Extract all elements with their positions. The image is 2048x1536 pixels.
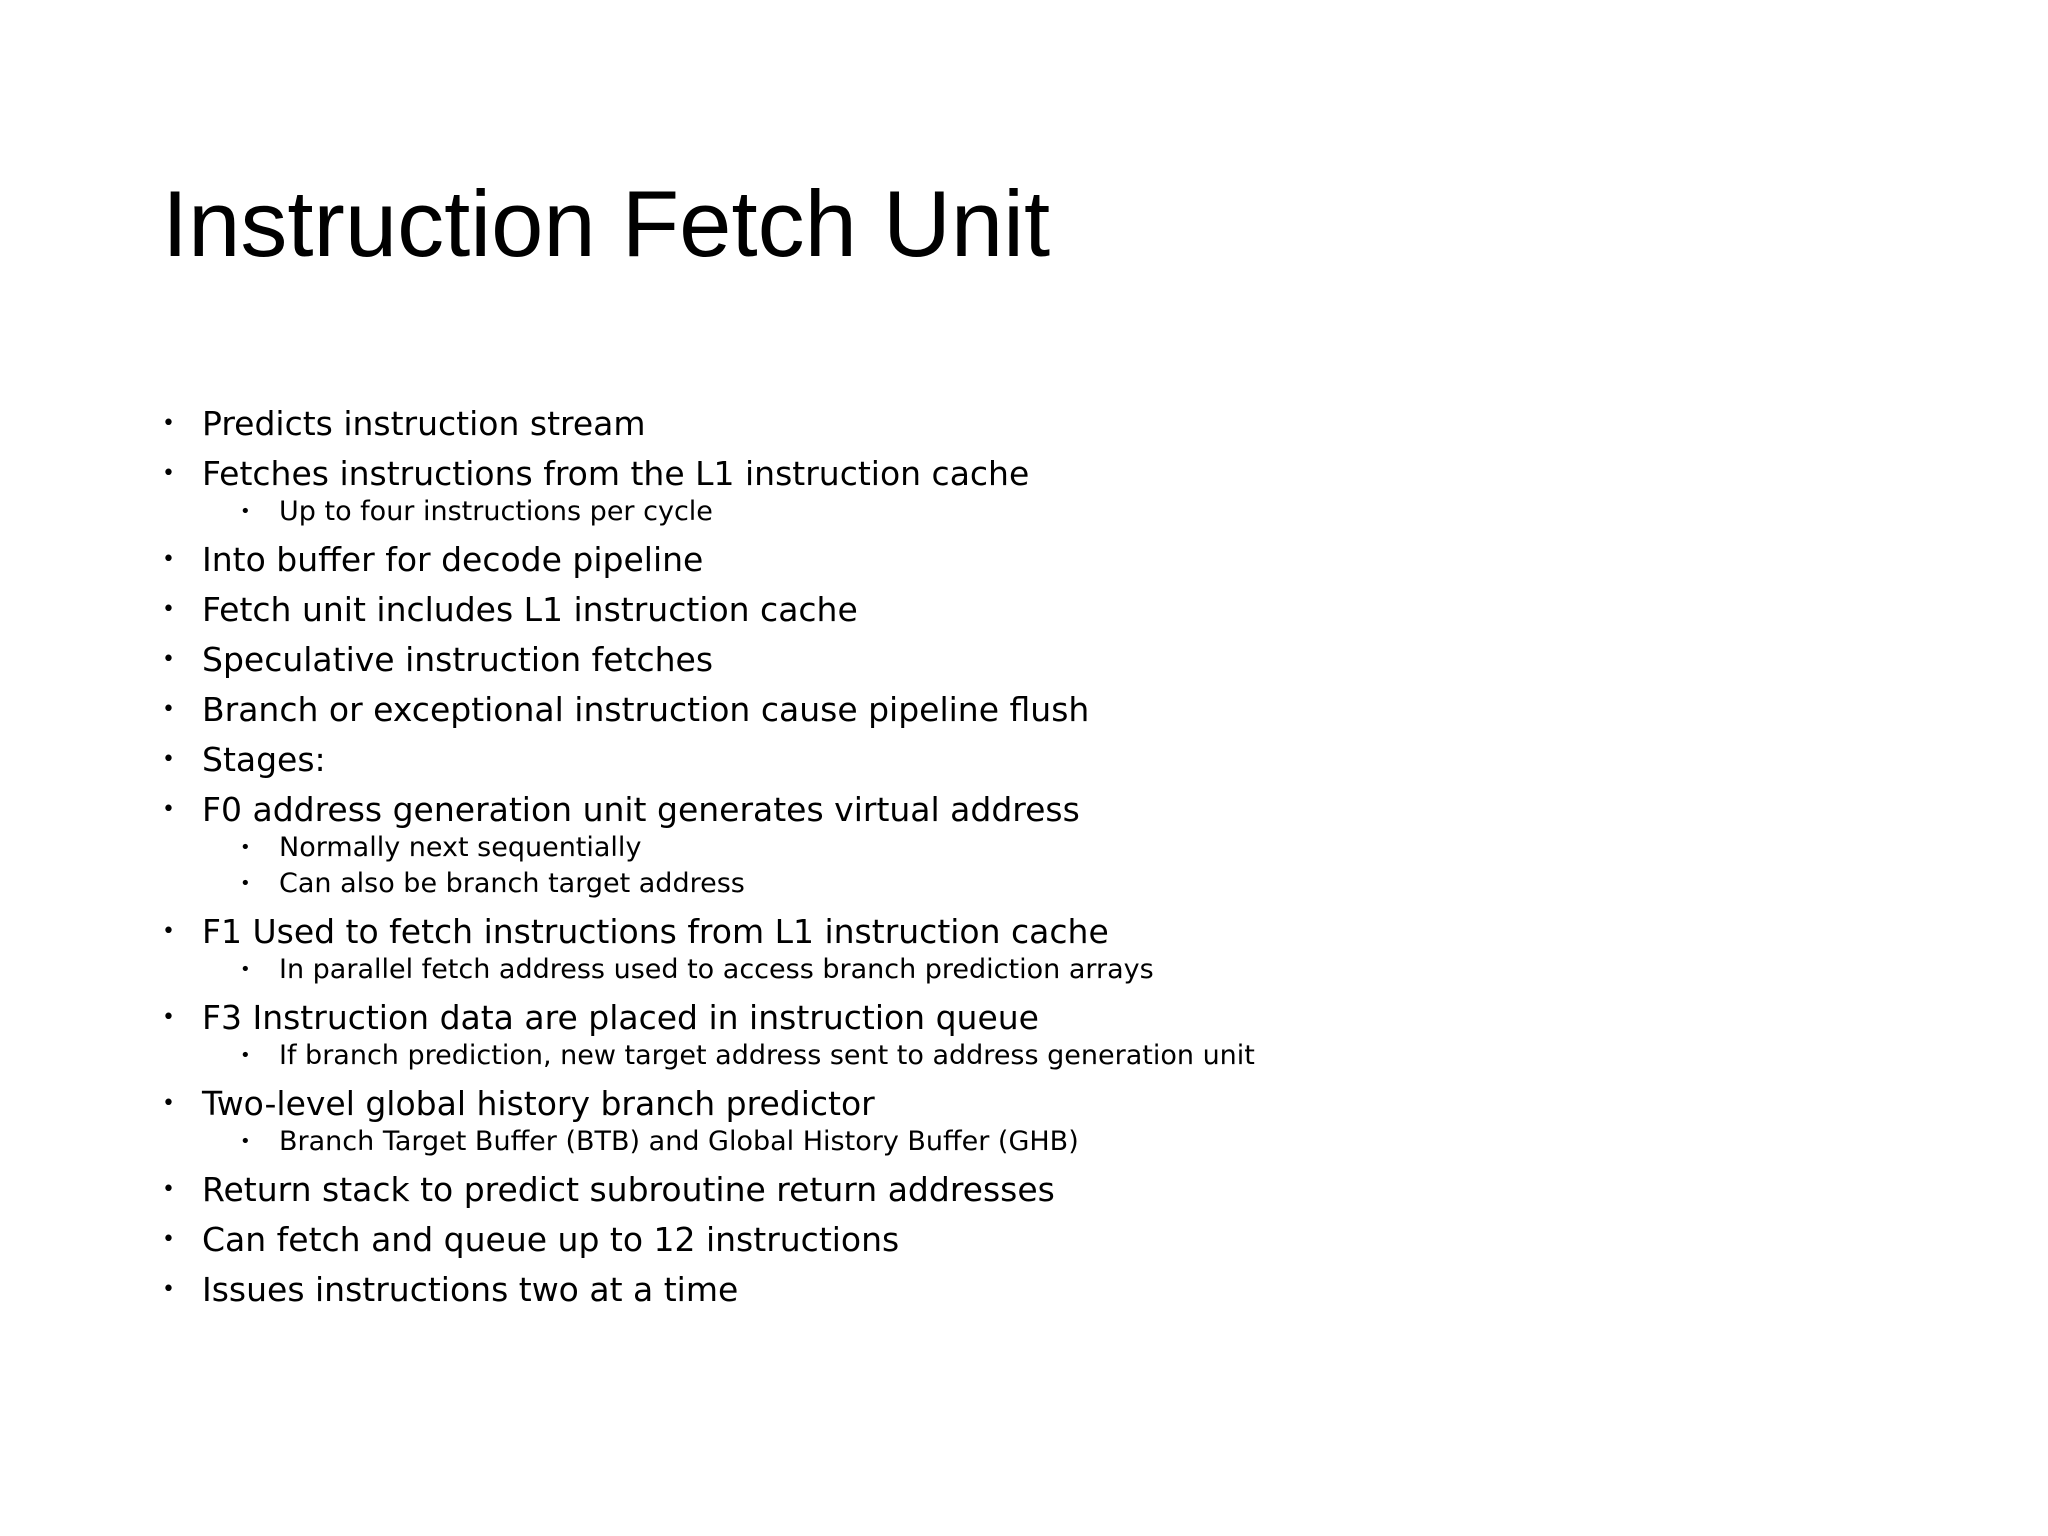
bullet-item xyxy=(162,404,1962,444)
bullet-text: F0 address generation unit generates virtual address xyxy=(202,790,1080,829)
bullet-item xyxy=(162,590,1962,630)
sub-bullet-dot-icon: • xyxy=(240,1131,251,1152)
sub-bullet-text: If branch prediction, new target address sent to address generation unit xyxy=(279,1040,1255,1071)
bullet-text: Branch or exceptional instruction cause pipeline flush xyxy=(202,690,1090,729)
bullet-dot-icon: • xyxy=(162,597,175,622)
bullet-dot-icon: • xyxy=(162,697,175,722)
bullet-text: Issues instructions two at a time xyxy=(202,1270,739,1309)
sub-bullet-dot-icon: • xyxy=(240,959,251,980)
bullet-text: Stages: xyxy=(202,740,326,779)
sub-bullet-dot-icon: • xyxy=(240,501,251,522)
bullet-dot-icon: • xyxy=(162,747,175,772)
bullet-dot-icon: • xyxy=(162,919,175,944)
bullet-text: Predicts instruction stream xyxy=(202,404,646,443)
sub-bullet-item xyxy=(162,494,1962,530)
bullet-text: Two-level global history branch predictor xyxy=(202,1084,875,1123)
slide-title: Instruction Fetch Unit xyxy=(162,171,1051,276)
sub-bullet-text: Can also be branch target address xyxy=(279,868,745,899)
bullet-dot-icon: • xyxy=(162,797,175,822)
bullet-text: Fetch unit includes L1 instruction cache xyxy=(202,590,858,629)
bullet-item xyxy=(162,1084,1962,1124)
sub-bullet-item xyxy=(162,952,1962,988)
bullet-text: Fetches instructions from the L1 instruction cache xyxy=(202,454,1030,493)
bullet-dot-icon: • xyxy=(162,647,175,672)
bullet-text: Into buffer for decode pipeline xyxy=(202,540,704,579)
sub-bullet-dot-icon: • xyxy=(240,837,251,858)
bullet-dot-icon: • xyxy=(162,1277,175,1302)
bullet-dot-icon: • xyxy=(162,1177,175,1202)
bullet-item xyxy=(162,1220,1962,1260)
bullet-text: F1 Used to fetch instructions from L1 instruction cache xyxy=(202,912,1109,951)
sub-bullet-text: Normally next sequentially xyxy=(279,832,642,863)
bullet-item xyxy=(162,1270,1962,1310)
sub-bullet-item xyxy=(162,1038,1962,1074)
sub-bullet-item xyxy=(162,1124,1962,1160)
sub-bullet-text: In parallel fetch address used to access branch prediction arrays xyxy=(279,954,1154,985)
bullet-text: Return stack to predict subroutine return addresses xyxy=(202,1170,1055,1209)
bullet-item xyxy=(162,540,1962,580)
sub-bullet-dot-icon: • xyxy=(240,1045,251,1066)
bullet-text: F3 Instruction data are placed in instruction queue xyxy=(202,998,1039,1037)
bullet-item xyxy=(162,454,1962,494)
bullet-item xyxy=(162,998,1962,1038)
bullet-dot-icon: • xyxy=(162,1227,175,1252)
bullet-dot-icon: • xyxy=(162,1091,175,1116)
bullet-dot-icon: • xyxy=(162,411,175,436)
sub-bullet-item xyxy=(162,866,1962,902)
bullet-dot-icon: • xyxy=(162,1005,175,1030)
bullet-dot-icon: • xyxy=(162,461,175,486)
sub-bullet-text: Branch Target Buffer (BTB) and Global History Buffer (GHB) xyxy=(279,1126,1079,1157)
bullet-text: Can fetch and queue up to 12 instructions xyxy=(202,1220,900,1259)
bullet-item xyxy=(162,640,1962,680)
bullet-item xyxy=(162,912,1962,952)
sub-bullet-dot-icon: • xyxy=(240,873,251,894)
bullet-item xyxy=(162,690,1962,730)
bullet-item xyxy=(162,1170,1962,1210)
sub-bullet-text: Up to four instructions per cycle xyxy=(279,496,713,527)
bullet-item xyxy=(162,740,1962,780)
bullet-item xyxy=(162,790,1962,830)
bullet-list xyxy=(162,404,1962,1310)
sub-bullet-item xyxy=(162,830,1962,866)
bullet-dot-icon: • xyxy=(162,547,175,572)
bullet-text: Speculative instruction fetches xyxy=(202,640,714,679)
